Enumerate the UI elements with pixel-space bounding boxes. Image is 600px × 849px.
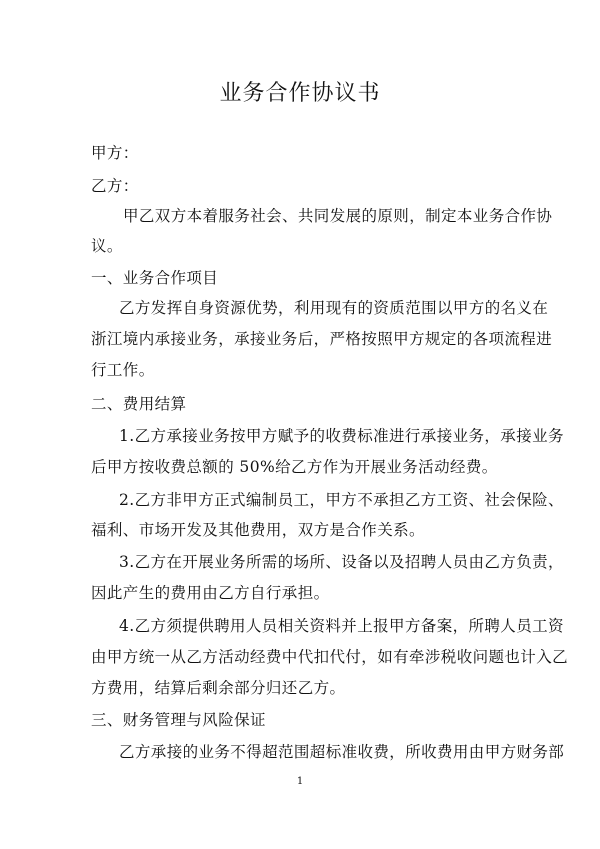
section3-line-1: 乙方承接的业务不得超范围超标准收费，所收费用由甲方财务部 bbox=[119, 743, 565, 761]
section1-line-3: 行工作。 bbox=[91, 361, 155, 379]
section2-item4-line-2: 由甲方统一从乙方活动经费中代扣代付，如有牵涉税收问题也计入乙 bbox=[91, 648, 569, 666]
section1-line-2: 浙江境内承接业务，承接业务后，严格按照甲方规定的各项流程进 bbox=[91, 330, 553, 348]
party-a-label: 甲方： bbox=[91, 144, 139, 162]
section3-heading: 三、财务管理与风险保证 bbox=[91, 711, 266, 729]
intro-line-1: 甲乙双方本着服务社会、共同发展的原则，制定本业务合作协 bbox=[123, 207, 553, 225]
party-b-label: 乙方： bbox=[91, 177, 139, 195]
section2-item4-line-3: 方费用，结算后剩余部分归还乙方。 bbox=[91, 679, 346, 697]
document-title: 业务合作协议书 bbox=[219, 81, 381, 106]
section2-item3-line-1: 3.乙方在开展业务所需的场所、设备以及招聘人员由乙方负责， bbox=[119, 553, 564, 571]
section1-line-1: 乙方发挥自身资源优势，利用现有的资质范围以甲方的名义在 bbox=[119, 299, 549, 317]
section2-heading: 二、费用结算 bbox=[91, 395, 187, 413]
section2-item1-line-1: 1.乙方承接业务按甲方赋予的收费标准进行承接业务，承接业务 bbox=[119, 427, 564, 445]
page-number: 1 bbox=[296, 776, 304, 787]
section2-item2-line-1: 2.乙方非甲方正式编制员工，甲方不承担乙方工资、社会保险、 bbox=[119, 491, 564, 509]
section2-item3-line-2: 因此产生的费用由乙方自行承担。 bbox=[91, 584, 330, 602]
section2-item2-line-2: 福利、市场开发及其他费用，双方是合作关系。 bbox=[91, 521, 425, 539]
intro-line-2: 议。 bbox=[91, 237, 123, 255]
section1-heading: 一、业务合作项目 bbox=[91, 269, 219, 287]
section2-item4-line-1: 4.乙方须提供聘用人员相关资料并上报甲方备案，所聘人员工资 bbox=[119, 617, 564, 635]
section2-item1-line-2: 后甲方按收费总额的 50%给乙方作为开展业务活动经费。 bbox=[91, 458, 498, 476]
